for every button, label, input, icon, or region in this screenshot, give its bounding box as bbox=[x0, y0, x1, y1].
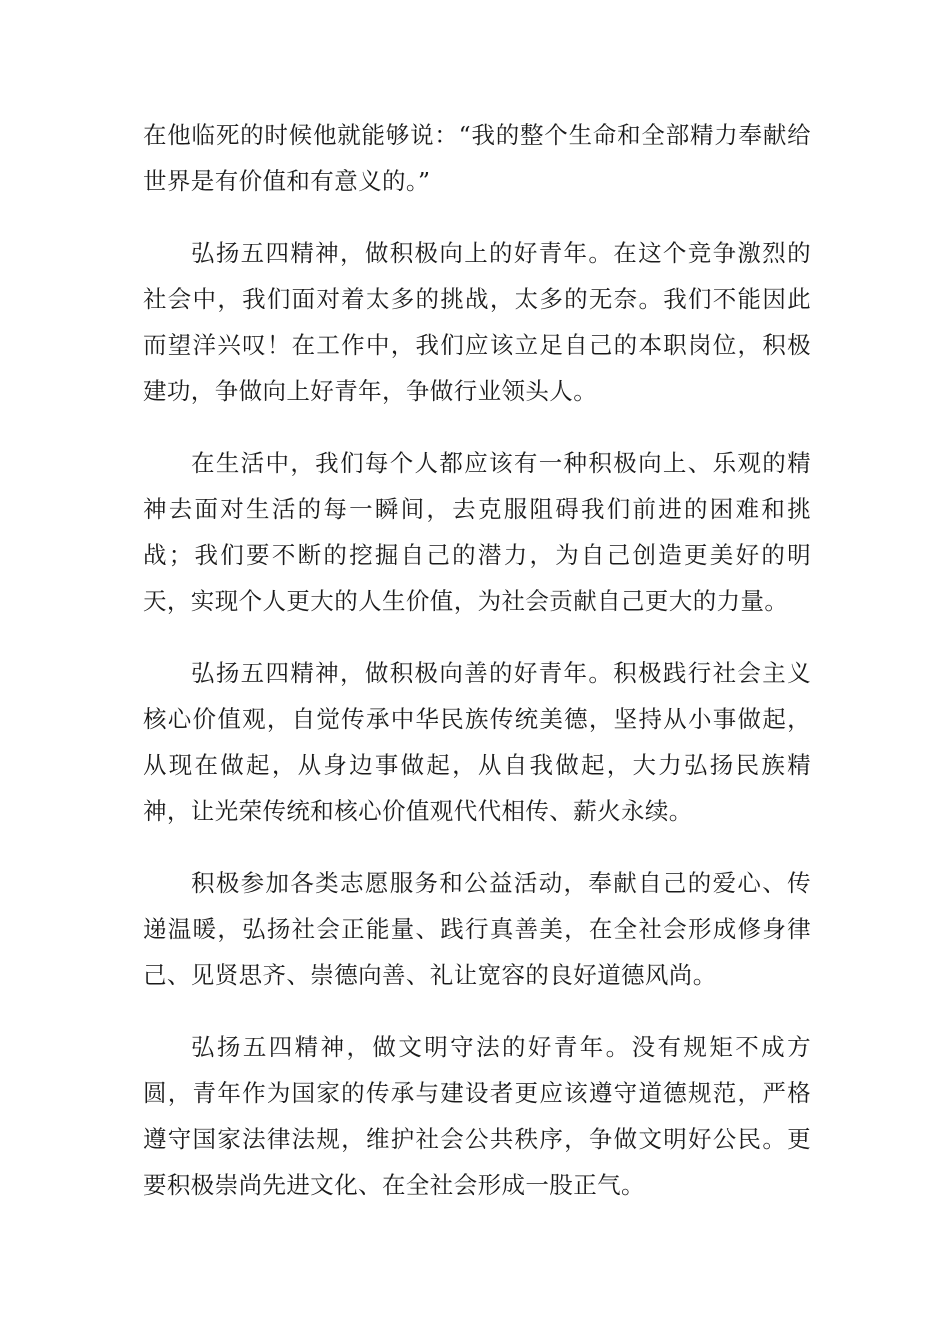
paragraph-5: 积极参加各类志愿服务和公益活动，奉献自己的爱心、传递温暖，弘扬社会正能量、践行真善美，在全社会形成修身律己、见贤思齐、崇德向善、礼让宽容的良好道德风尚。 bbox=[143, 869, 811, 989]
paragraph-2: 弘扬五四精神，做积极向上的好青年。在这个竞争激烈的社会中，我们面对着太多的挑战，太多的无奈。我们不能因此而望洋兴叹！在工作中，我们应该立足自己的本职岗位，积极建功，争做向上好青年，争做行业领头人。 bbox=[143, 239, 811, 405]
paragraph-3: 在生活中，我们每个人都应该有一种积极向上、乐观的精神去面对生活的每一瞬间，去克服阻碍我们前进的困难和挑战；我们要不断的挖掘自己的潜力，为自己创造更美好的明天，实现个人更大的人生价值，为社会贡献自己更大的力量。 bbox=[143, 449, 811, 615]
document-body bbox=[143, 112, 811, 1234]
paragraph-1: 在他临死的时候他就能够说：“我的整个生命和全部精力奉献给世界是有价值和有意义的。” bbox=[143, 121, 811, 195]
paragraph-6: 弘扬五四精神，做文明守法的好青年。没有规矩不成方圆，青年作为国家的传承与建设者更应该遵守道德规范，严格遵守国家法律法规，维护社会公共秩序，争做文明好公民。更要积极崇尚先进文化、在全社会形成一股正气。 bbox=[143, 1033, 811, 1199]
paragraph-4: 弘扬五四精神，做积极向善的好青年。积极践行社会主义核心价值观，自觉传承中华民族传统美德，坚持从小事做起，从现在做起，从身边事做起，从自我做起，大力弘扬民族精神，让光荣传统和核心价值观代代相传、薪火永续。 bbox=[143, 659, 811, 825]
